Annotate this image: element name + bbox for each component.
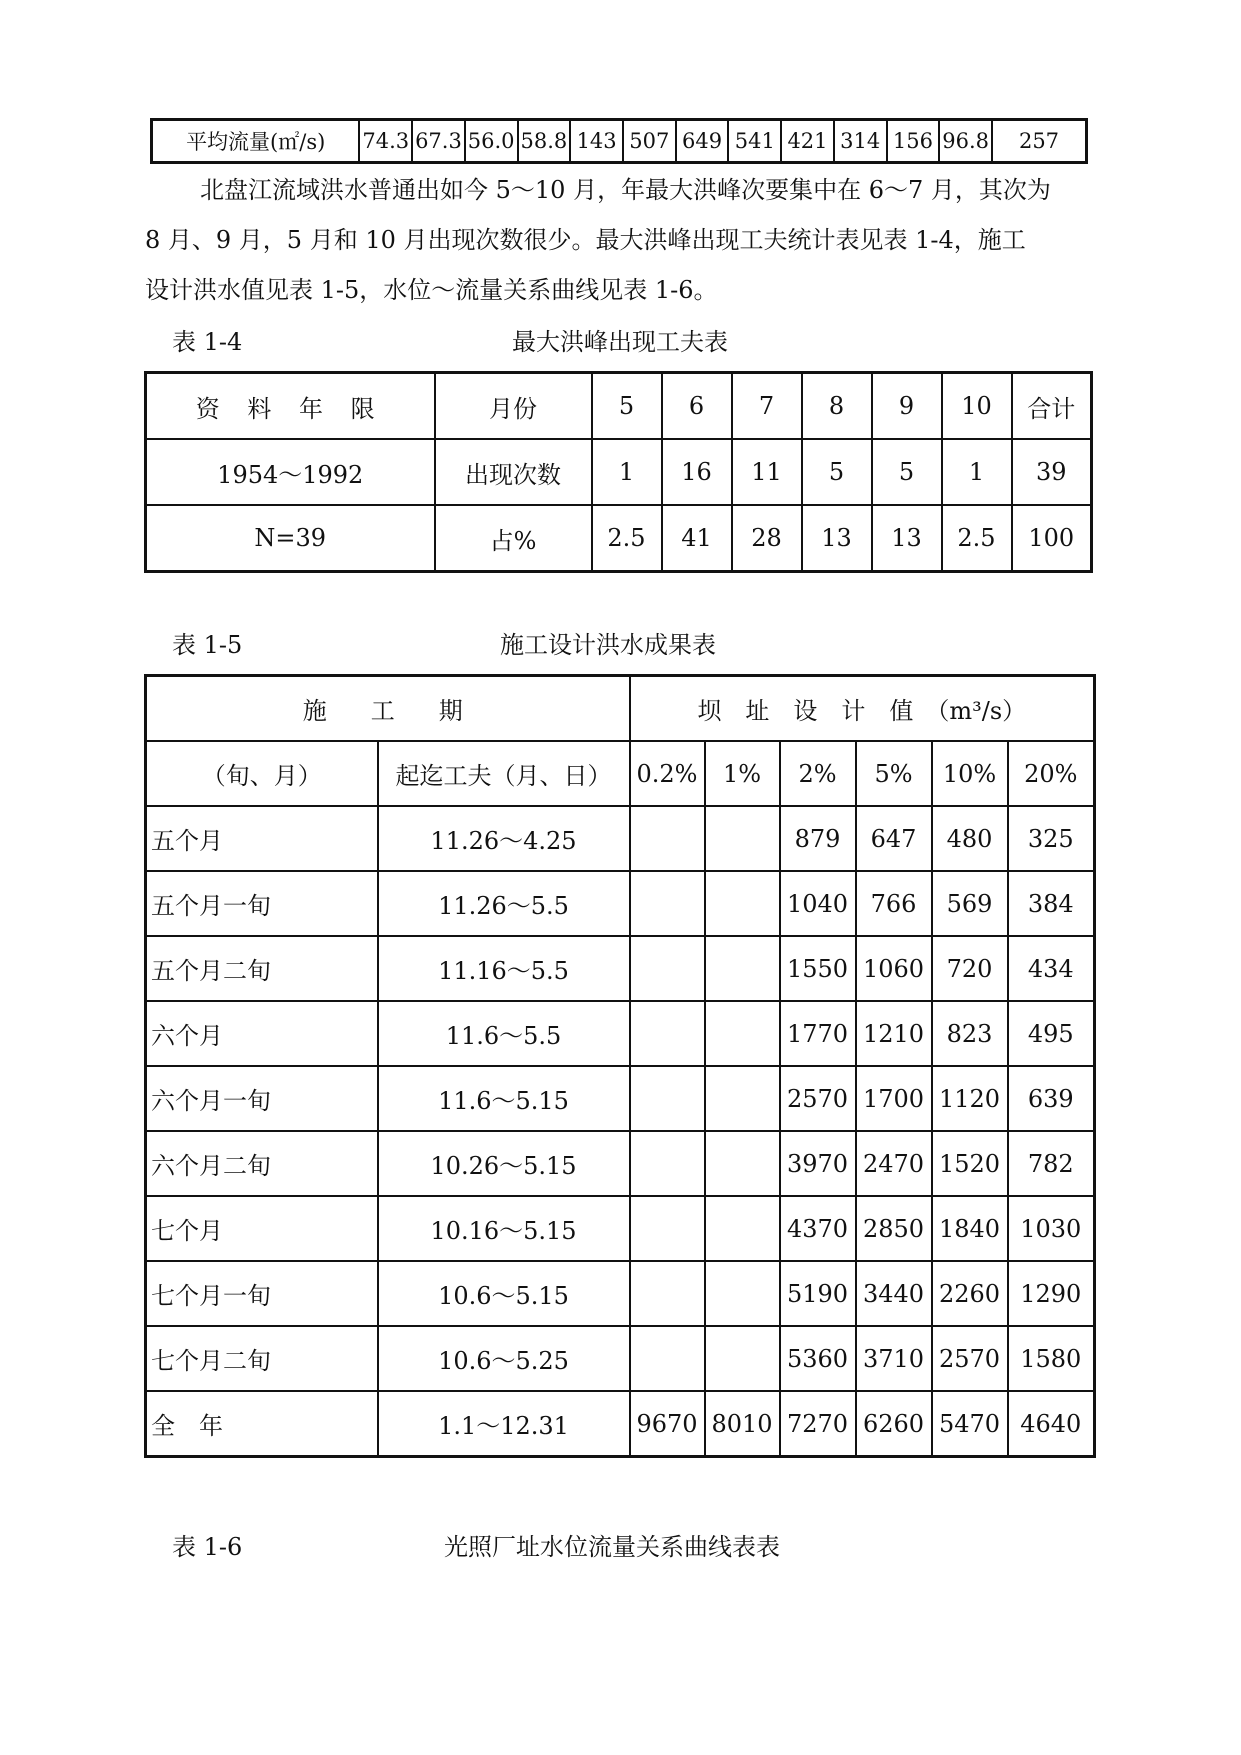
table-cell: 5360 <box>780 1326 856 1391</box>
table-cell: 1840 <box>932 1196 1008 1261</box>
date-range-cell: 11.6～5.5 <box>378 1001 630 1066</box>
header-cell: 10% <box>932 741 1008 806</box>
header-cell: 0.2% <box>630 741 705 806</box>
design-flood-table <box>144 674 1096 1458</box>
table-cell <box>705 1196 780 1261</box>
table-row <box>146 1131 1095 1196</box>
table-cell: 1060 <box>856 936 932 1001</box>
date-range-cell: 10.6～5.25 <box>378 1326 630 1391</box>
table-cell: 495 <box>1008 1001 1095 1066</box>
table-cell: 2260 <box>932 1261 1008 1326</box>
table-cell: 541 <box>728 120 781 163</box>
period-cell: 五个月二旬 <box>146 936 378 1001</box>
table-cell: 11 <box>732 439 802 505</box>
table-row <box>146 806 1095 871</box>
date-range-cell: 1.1～12.31 <box>378 1391 630 1457</box>
period-cell: 全 年 <box>146 1391 378 1457</box>
table-row <box>146 1196 1095 1261</box>
table-cell: 28 <box>732 505 802 572</box>
table-cell: 1770 <box>780 1001 856 1066</box>
header-cell: 2% <box>780 741 856 806</box>
max-flood-table <box>144 371 1093 573</box>
header-cell: 6 <box>662 373 732 440</box>
table-cell: 56.0 <box>465 120 518 163</box>
table-cell <box>705 871 780 936</box>
table-cell: 96.8 <box>939 120 992 163</box>
header-cell: 8 <box>802 373 872 440</box>
table-cell: 1700 <box>856 1066 932 1131</box>
table-row <box>146 1001 1095 1066</box>
table-number: 表 1-4 <box>172 328 243 356</box>
mean-flow-label: 平均流量(㎡/s) <box>152 120 360 163</box>
table-cell: 2570 <box>932 1326 1008 1391</box>
period-cell: 七个月二旬 <box>146 1326 378 1391</box>
table-cell <box>705 1261 780 1326</box>
header-cell: 起迄工夫（月、日） <box>378 741 630 806</box>
table-cell: 1550 <box>780 936 856 1001</box>
paragraph-line: 8 月、9 月，5 月和 10 月出现次数很少。最大洪峰出现工夫统计表见表 1-4，施工 <box>145 226 1026 254</box>
table-cell: 41 <box>662 505 732 572</box>
table-cell: 16 <box>662 439 732 505</box>
period-cell: 七个月 <box>146 1196 378 1261</box>
period-cell: 五个月 <box>146 806 378 871</box>
table-cell: 13 <box>802 505 872 572</box>
table-cell: 1520 <box>932 1131 1008 1196</box>
table-cell: 39 <box>1012 439 1092 505</box>
table-cell: 1030 <box>1008 1196 1095 1261</box>
table-cell: 4370 <box>780 1196 856 1261</box>
table-cell <box>630 1001 705 1066</box>
header-cell: 5 <box>592 373 662 440</box>
table-cell: 7270 <box>780 1391 856 1457</box>
table-row <box>146 936 1095 1001</box>
period-cell: 六个月 <box>146 1001 378 1066</box>
table-cell: 325 <box>1008 806 1095 871</box>
date-range-cell: 10.16～5.15 <box>378 1196 630 1261</box>
table-cell: 879 <box>780 806 856 871</box>
table-cell: 569 <box>932 871 1008 936</box>
table-cell <box>705 936 780 1001</box>
table-cell: 143 <box>570 120 623 163</box>
table-cell: 1580 <box>1008 1326 1095 1391</box>
table-cell <box>630 1326 705 1391</box>
date-range-cell: 11.16～5.5 <box>378 936 630 1001</box>
date-range-cell: 10.26～5.15 <box>378 1131 630 1196</box>
table-row <box>146 1391 1095 1457</box>
mean-flow-table <box>150 118 1088 164</box>
table-cell: 67.3 <box>412 120 465 163</box>
table-cell: 1 <box>592 439 662 505</box>
table-cell: 5 <box>802 439 872 505</box>
header-cell: 合计 <box>1012 373 1092 440</box>
table-cell: 1120 <box>932 1066 1008 1131</box>
table-cell: 480 <box>932 806 1008 871</box>
design-flood-table-body <box>146 806 1095 1457</box>
table-number: 表 1-5 <box>172 631 243 659</box>
table-cell <box>630 806 705 871</box>
table-cell: 2.5 <box>592 505 662 572</box>
header-cell: 施 工 期 <box>146 676 630 742</box>
header-cell: 资 料 年 限 <box>146 373 435 440</box>
mean-flow-row <box>152 120 1087 163</box>
table-cell: N=39 <box>146 505 435 572</box>
period-cell: 五个月一旬 <box>146 871 378 936</box>
header-cell: 10 <box>942 373 1012 440</box>
table-cell: 2570 <box>780 1066 856 1131</box>
table-cell: 5190 <box>780 1261 856 1326</box>
table-header-row <box>146 373 1092 440</box>
header-cell: 坝 址 设 计 值 （m³/s） <box>630 676 1095 742</box>
paragraph-line: 设计洪水值见表 1-5，水位～流量关系曲线见表 1-6。 <box>145 276 718 304</box>
table-cell: 2850 <box>856 1196 932 1261</box>
table-cell: 2470 <box>856 1131 932 1196</box>
table-cell <box>705 1001 780 1066</box>
table-cell: 占% <box>435 505 592 572</box>
table-cell <box>705 1326 780 1391</box>
table-cell: 74.3 <box>359 120 412 163</box>
table-cell: 9670 <box>630 1391 705 1457</box>
table-cell: 3970 <box>780 1131 856 1196</box>
table-cell: 766 <box>856 871 932 936</box>
header-cell: 7 <box>732 373 802 440</box>
table-cell: 13 <box>872 505 942 572</box>
period-cell: 七个月一旬 <box>146 1261 378 1326</box>
table-cell <box>630 1131 705 1196</box>
header-cell: （旬、月） <box>146 741 378 806</box>
table-cell: 720 <box>932 936 1008 1001</box>
date-range-cell: 10.6～5.15 <box>378 1261 630 1326</box>
table-cell <box>705 806 780 871</box>
table-cell: 421 <box>781 120 834 163</box>
table-title: 光照厂址水位流量关系曲线表表 <box>444 1533 780 1561</box>
header-cell: 月份 <box>435 373 592 440</box>
table-cell <box>630 1066 705 1131</box>
table-cell <box>705 1131 780 1196</box>
table-row <box>146 871 1095 936</box>
table-cell: 3710 <box>856 1326 932 1391</box>
table-cell: 1210 <box>856 1001 932 1066</box>
table-row <box>146 1326 1095 1391</box>
table-header-row <box>146 676 1095 742</box>
table-row <box>146 1261 1095 1326</box>
header-cell: 5% <box>856 741 932 806</box>
table-cell: 257 <box>992 120 1087 163</box>
table-cell: 出现次数 <box>435 439 592 505</box>
period-cell: 六个月一旬 <box>146 1066 378 1131</box>
table-cell: 1040 <box>780 871 856 936</box>
table-cell <box>705 1066 780 1131</box>
table-cell: 434 <box>1008 936 1095 1001</box>
table-cell <box>630 1261 705 1326</box>
table-cell: 647 <box>856 806 932 871</box>
table-cell: 4640 <box>1008 1391 1095 1457</box>
table-cell: 314 <box>834 120 887 163</box>
table-cell: 639 <box>1008 1066 1095 1131</box>
table-row <box>146 439 1092 505</box>
table-cell <box>630 1196 705 1261</box>
table-title: 最大洪峰出现工夫表 <box>512 328 728 356</box>
table-cell: 5470 <box>932 1391 1008 1457</box>
table-cell: 1 <box>942 439 1012 505</box>
table-cell: 2.5 <box>942 505 1012 572</box>
body-paragraph <box>145 165 1125 315</box>
date-range-cell: 11.6～5.15 <box>378 1066 630 1131</box>
header-cell: 9 <box>872 373 942 440</box>
table-number: 表 1-6 <box>172 1533 243 1561</box>
header-cell: 1% <box>705 741 780 806</box>
table-header-row <box>146 741 1095 806</box>
table-title: 施工设计洪水成果表 <box>500 631 716 659</box>
table-cell: 1290 <box>1008 1261 1095 1326</box>
date-range-cell: 11.26～5.5 <box>378 871 630 936</box>
table-cell: 823 <box>932 1001 1008 1066</box>
table-cell: 6260 <box>856 1391 932 1457</box>
table-cell: 3440 <box>856 1261 932 1326</box>
table-cell: 8010 <box>705 1391 780 1457</box>
table-cell: 384 <box>1008 871 1095 936</box>
table-row <box>146 505 1092 572</box>
table-cell: 5 <box>872 439 942 505</box>
table-cell: 507 <box>623 120 676 163</box>
table-cell: 1954～1992 <box>146 439 435 505</box>
table-cell <box>630 871 705 936</box>
table-cell: 100 <box>1012 505 1092 572</box>
table-row <box>146 1066 1095 1131</box>
table-cell: 156 <box>887 120 940 163</box>
paragraph-line: 北盘江流域洪水普通出如今 5～10 月，年最大洪峰次要集中在 6～7 月，其次为 <box>200 176 1051 204</box>
date-range-cell: 11.26～4.25 <box>378 806 630 871</box>
table-cell <box>630 936 705 1001</box>
period-cell: 六个月二旬 <box>146 1131 378 1196</box>
table-cell: 58.8 <box>518 120 571 163</box>
table-cell: 782 <box>1008 1131 1095 1196</box>
table-cell: 649 <box>676 120 729 163</box>
header-cell: 20% <box>1008 741 1095 806</box>
